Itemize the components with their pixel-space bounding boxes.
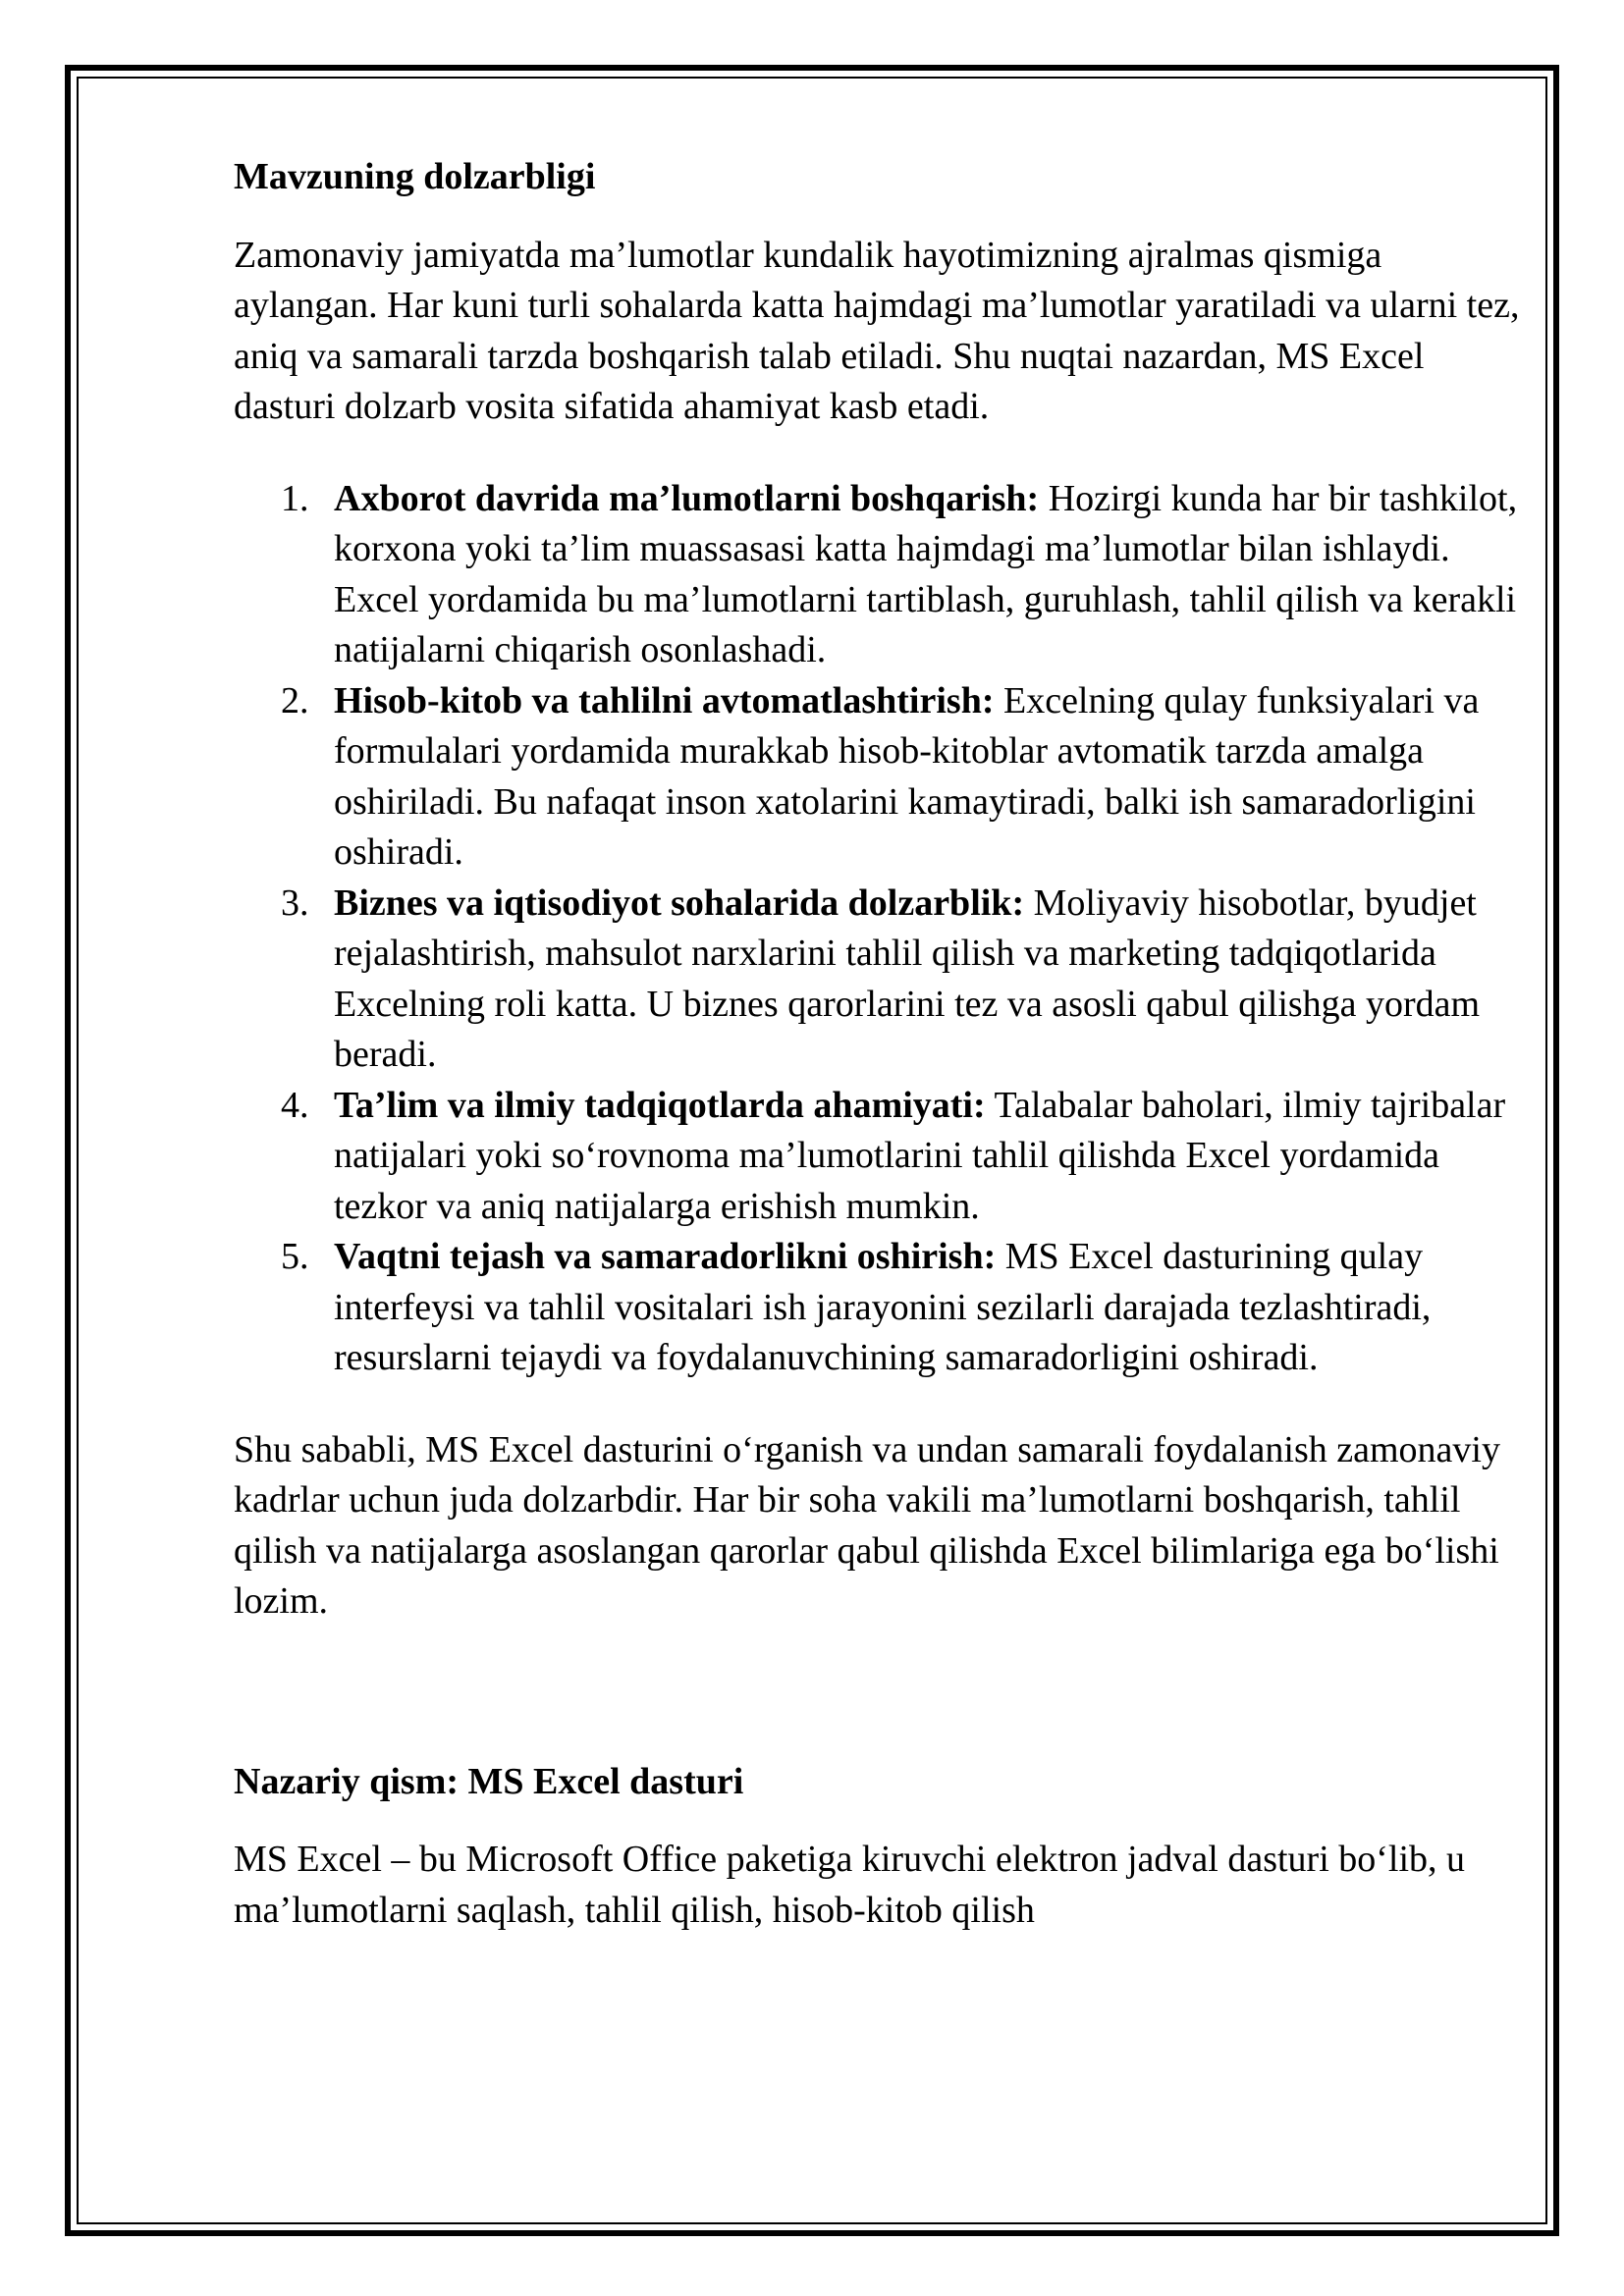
theory-intro-paragraph: MS Excel – bu Microsoft Office paketiga kiruvchi elektron jadval dasturi bo‘lib, u ma’lumotlarni saqlash, tahlil qilish, hisob-kitob qilish xyxy=(234,1839,1466,1931)
list-item xyxy=(234,1081,1520,1233)
list-item-title: Axborot davrida ma’lumotlarni boshqarish: xyxy=(334,477,1040,519)
section-spacer xyxy=(234,1628,1520,1757)
list-item-title: Vaqtni tejash va samaradorlikni oshirish: xyxy=(334,1236,997,1277)
list-item-number: 3. xyxy=(281,881,309,924)
list-item-number: 5. xyxy=(281,1236,309,1277)
list-item-text: Excelning qulay funksiyalari va formulalari yordamida murakkab hisob-kitoblar avtomatik tarzda amalga oshiriladi. Bu nafaqat inson xatolarini kamaytiradi, balki ish samaradorligini oshiradi. xyxy=(334,679,1480,873)
list-item-number: 4. xyxy=(281,1084,309,1126)
list-item-title: Ta’lim va ilmiy tadqiqotlarda ahamiyati: xyxy=(334,1084,986,1126)
relevance-intro-paragraph: Zamonaviy jamiyatda ma’lumotlar kundalik hayotimizning ajralmas qismiga aylangan. Har kuni turli sohalarda katta hajmdagi ma’lumotlar yaratiladi va ularni tez, aniq va samarali tarzda boshqarish talab etiladi. Shu nuqtai nazardan, MS Excel dasturi dolzarb vosita sifatida ahamiyat kasb etadi. xyxy=(234,234,1520,427)
list-item-text: Moliyaviy hisobotlar, byudjet rejalashtirish, mahsulot narxlarini tahlil qilish va marketing tadqiqotlarida Excelning roli katta. U biznes qarorlarini tez va asosli qabul qilishga yordam beradi. xyxy=(334,881,1481,1075)
section-heading-relevance: Mavzuning dolzarbligi xyxy=(234,156,596,197)
list-item-number: 1. xyxy=(281,477,309,519)
list-item xyxy=(234,474,1520,676)
list-item-text: Talabalar baholari, ilmiy tajribalar natijalari yoki so‘rovnoma ma’lumotlarini tahlil qilishda Excel yordamida tezkor va aniq natijalarga erishish mumkin. xyxy=(334,1084,1506,1227)
list-item-title: Biznes va iqtisodiyot sohalarida dolzarblik: xyxy=(334,881,1025,924)
page-content xyxy=(234,152,1520,1936)
list-item-text: MS Excel dasturining qulay interfeysi va tahlil vositalari ish jarayonini sezilarli darajada tezlashtiradi, resurslarni tejaydi va foydalanuvchining samaradorligini oshiradi. xyxy=(334,1236,1432,1378)
list-item xyxy=(234,879,1520,1081)
list-item-title: Hisob-kitob va tahlilni avtomatlashtirish: xyxy=(334,679,995,721)
section-heading-theory: Nazariy qism: MS Excel dasturi xyxy=(234,1760,744,1802)
relevance-conclusion-paragraph: Shu sababli, MS Excel dasturini o‘rganish va undan samarali foydalanish zamonaviy kadrlar uchun juda dolzarbdir. Har bir soha vakili ma’lumotlarni boshqarish, tahlil qilish va natijalarga asoslangan qarorlar qabul qilishda Excel bilimlariga ega bo‘lishi lozim. xyxy=(234,1428,1500,1622)
list-item-text: Hozirgi kunda har bir tashkilot, korxona yoki ta’lim muassasasi katta hajmdagi ma’lumotlar bilan ishlaydi. Excel yordamida bu ma’lumotlarni tartiblash, guruhlash, tahlil qilish va kerakli natijalarni chiqarish osonlashadi. xyxy=(334,477,1518,670)
list-item xyxy=(234,1232,1520,1384)
list-item-number: 2. xyxy=(281,679,309,721)
list-item xyxy=(234,676,1520,879)
relevance-list xyxy=(234,474,1520,1384)
